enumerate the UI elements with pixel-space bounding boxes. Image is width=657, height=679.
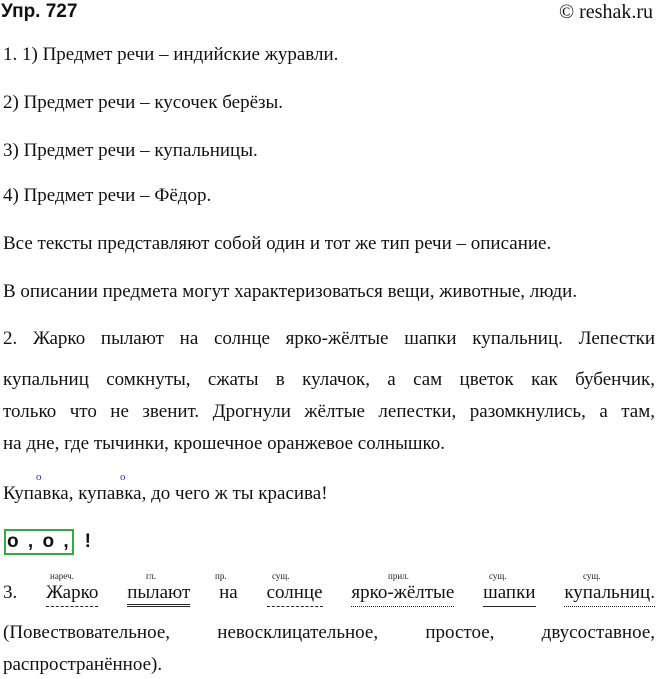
parsed-number: 3. xyxy=(3,582,18,603)
scheme-symbols: о , о , xyxy=(7,531,71,552)
parsed-word-subject: шапки xyxy=(483,582,535,607)
text-line-3: только что не звенит. Дрогнули жёлтые лепестки, разомкнулись, а там, xyxy=(3,401,655,422)
stress-mark-2: о xyxy=(120,471,126,483)
text-line-2: купальниц сомкнуты, сжаты в кулачок, а сам цветок как бубенчик, xyxy=(3,369,655,390)
part1-item-1: 1. 1) Предмет речи – индийские журавли. xyxy=(3,44,339,65)
part1-item-3: 3) Предмет речи – купальницы. xyxy=(3,140,258,161)
pos-label-1: нареч. xyxy=(50,571,74,581)
parsed-word-verb: пылают xyxy=(127,582,190,607)
pos-label-6: сущ. xyxy=(489,571,507,581)
site-credit: © reshak.ru xyxy=(558,1,653,23)
part1-item-2: 2) Предмет речи – кусочек берёзы. xyxy=(3,92,284,113)
pos-label-3: пр. xyxy=(215,571,227,581)
parsed-word-noun-1: солнце xyxy=(267,582,323,607)
stress-mark-1: о xyxy=(36,471,42,483)
pos-label-4: сущ. xyxy=(272,571,290,581)
text-line-1: 2. Жарко пылают на солнце ярко-жёлтые шапки купальниц. Лепестки xyxy=(3,328,655,349)
description-line-1: (Повествовательное, невосклицательное, простое, двусоставное, xyxy=(3,622,655,643)
parsed-word-preposition: на xyxy=(219,582,238,603)
part1-item-4: 4) Предмет речи – Фёдор. xyxy=(3,185,212,206)
sentence-scheme xyxy=(7,531,93,553)
exclamation-sentence: Купавка, купавка, до чего ж ты красива! xyxy=(3,483,328,504)
parsed-sentence xyxy=(3,582,655,607)
parsed-word-adjective: ярко-жёлтые xyxy=(351,582,454,607)
pos-label-5: прил. xyxy=(388,571,409,581)
exercise-title: Упр. 727 xyxy=(1,1,78,22)
pos-label-7: сущ. xyxy=(583,571,601,581)
conclusion-line-1: Все тексты представляют собой один и тот же тип речи – описание. xyxy=(3,233,552,254)
conclusion-line-2: В описании предмета могут характеризоваться вещи, животные, люди. xyxy=(3,281,578,302)
description-line-2: распространённое). xyxy=(3,654,163,675)
pos-label-2: гл. xyxy=(146,571,156,581)
parsed-word-adverb: Жарко xyxy=(46,582,98,607)
parsed-word-noun-2: купальниц. xyxy=(564,582,655,607)
page-header xyxy=(0,0,657,24)
text-line-4: на дне, где тычинки, крошечное оранжевое солнышко. xyxy=(3,433,446,454)
scheme-end: ! xyxy=(84,531,93,552)
